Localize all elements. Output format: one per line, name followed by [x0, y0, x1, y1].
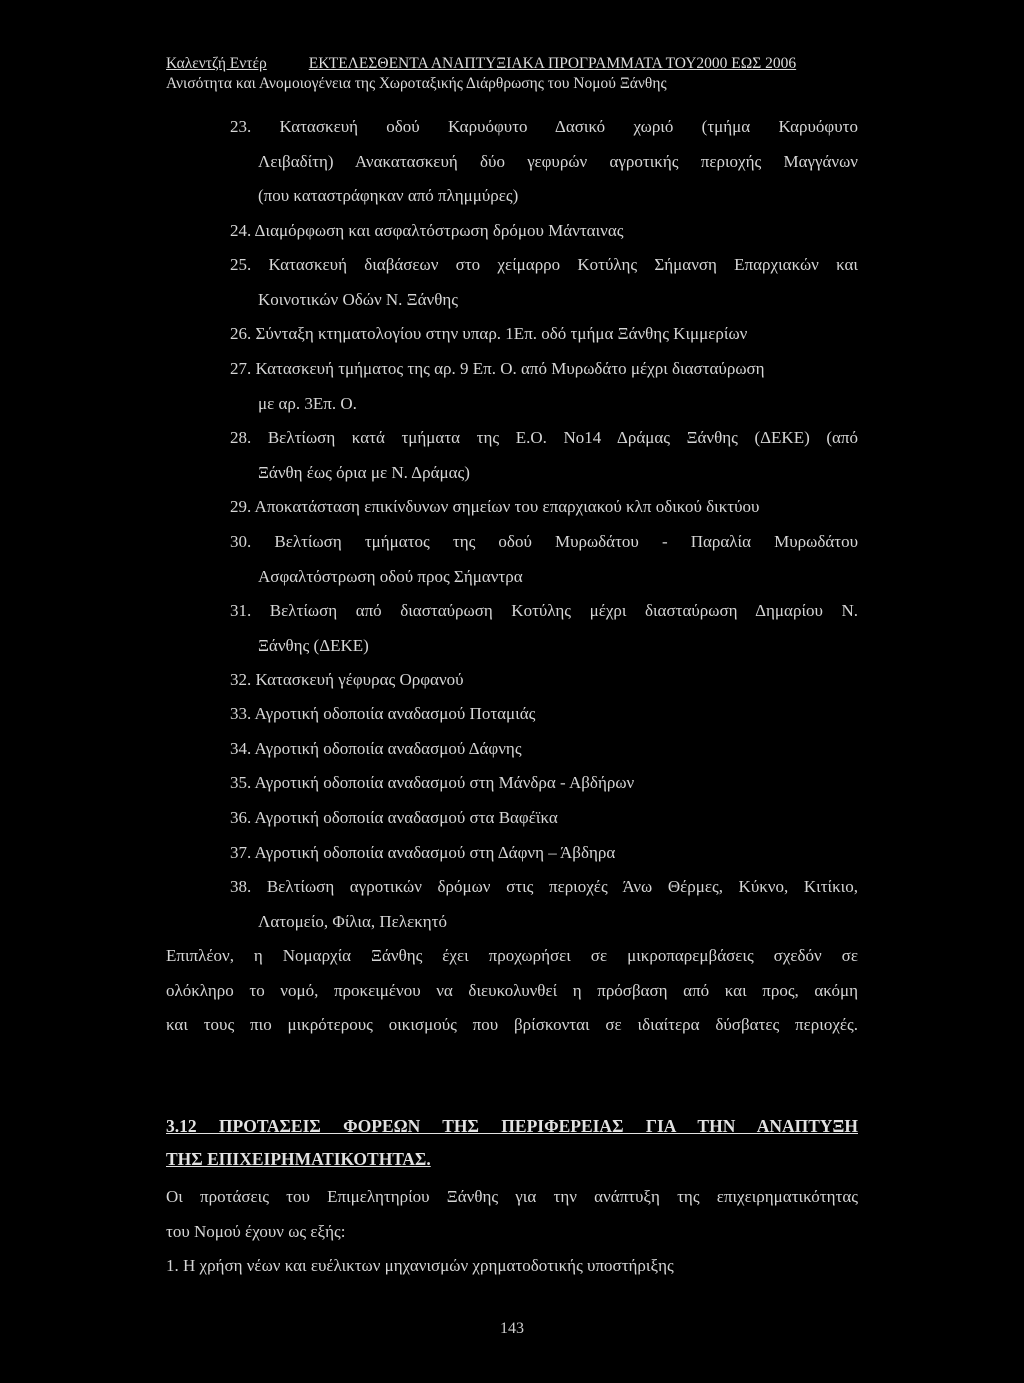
- list-item-line: 28. Βελτίωση κατά τμήματα της Ε.Ο. Νο14 Δράμας Ξάνθης (ΔΕΚΕ) (από: [230, 428, 858, 447]
- list-item: [230, 801, 858, 836]
- list-item-line: 35. Αγροτική οδοποιία αναδασμού στη Μάνδρα - Αβδήρων: [230, 773, 635, 792]
- paragraph-line: και τους πιο μικρότερους οικισμούς που βρίσκονται σε ιδιαίτερα δύσβατες περιοχές.: [166, 1015, 858, 1034]
- list-item-line: 37. Αγροτική οδοποιία αναδασμού στη Δάφνη – Άβδηρα: [230, 843, 616, 862]
- body-paragraph: [166, 939, 858, 1043]
- list-item: [230, 870, 858, 939]
- list-item-line: 23. Κατασκευή οδού Καρυόφυτο Δασικό χωριό (τμήμα Καρυόφυτο: [230, 117, 858, 136]
- running-header: [166, 54, 866, 94]
- header-author: Καλεντζή Εντέρ: [166, 55, 267, 72]
- list-item-line: 34. Αγροτική οδοποιία αναδασμού Δάφνης: [230, 739, 522, 758]
- list-item-line: 31. Βελτίωση από διασταύρωση Κοτύλης μέχρι διασταύρωση Δημαρίου Ν.: [230, 601, 858, 620]
- page-number: 143: [500, 1320, 524, 1337]
- list-item-line: (που καταστράφηκαν από πλημμύρες): [258, 186, 519, 205]
- list-item-line: 24. Διαμόρφωση και ασφαλτόστρωση δρόμου Μάνταινας: [230, 221, 624, 240]
- list-item: [230, 697, 858, 732]
- section-heading-line: ΤΗΣ ΕΠΙΧΕΙΡΗΜΑΤΙΚΟΤΗΤΑΣ.: [166, 1149, 431, 1169]
- paragraph-line: Επιπλέον, η Νομαρχία Ξάνθης έχει προχωρήσει σε μικροπαρεμβάσεις σχεδόν σε: [166, 946, 858, 965]
- list-item: [230, 421, 858, 490]
- list-item-line: Λατομείο, Φίλια, Πελεκητό: [258, 911, 447, 931]
- list-item: [230, 490, 858, 525]
- list-item-line: με αρ. 3Επ. Ο.: [258, 393, 357, 413]
- list-item: [230, 317, 858, 352]
- list-item-line: 38. Βελτίωση αγροτικών δρόμων στις περιοχές Άνω Θέρμες, Κύκνο, Κιτίκιο,: [230, 877, 858, 896]
- list-item-line: Ξάνθης (ΔΕΚΕ): [258, 635, 369, 655]
- section-intro: [166, 1180, 858, 1284]
- list-item-line: 25. Κατασκευή διαβάσεων στο χείμαρρο Κοτύλης Σήμανση Επαρχιακών και: [230, 255, 858, 274]
- list-item: [230, 214, 858, 249]
- section-heading: [166, 1110, 858, 1176]
- section-heading-line: 3.12 ΠΡΟΤΑΣΕΙΣ ΦΟΡΕΩΝ ΤΗΣ ΠΕΡΙΦΕΡΕΙΑΣ ΓΙΑ ΤΗΝ ΑΝΑΠΤΥΞΗ: [166, 1116, 858, 1136]
- list-item: [230, 248, 858, 317]
- list-item: [230, 836, 858, 871]
- list-item-line: 30. Βελτίωση τμήματος της οδού Μυρωδάτου - Παραλία Μυρωδάτου: [230, 532, 858, 551]
- header-subtitle: Ανισότητα και Ανομοιογένεια της Χωροταξικής Διάρθρωσης του Νομού Ξάνθης: [166, 75, 667, 92]
- list-item: [230, 766, 858, 801]
- list-item-line: 33. Αγροτική οδοποιία αναδασμού Ποταμιάς: [230, 704, 536, 723]
- list-item-line: 27. Κατασκευή τμήματος της αρ. 9 Επ. Ο. από Μυρωδάτο μέχρι διασταύρωση: [230, 359, 765, 378]
- list-item: [230, 110, 858, 214]
- list-item-line: Ξάνθη έως όρια με Ν. Δράμας): [258, 462, 470, 482]
- list-item-line: 26. Σύνταξη κτηματολογίου στην υπαρ. 1Επ. οδό τμήμα Ξάνθης Κιμμερίων: [230, 324, 748, 343]
- list-item: [230, 663, 858, 698]
- list-item: [230, 352, 858, 421]
- list-item-line: Ασφαλτόστρωση οδού προς Σήμαντρα: [258, 566, 523, 586]
- list-item-line: Λειβαδίτη) Ανακατασκευή δύο γεφυρών αγροτικής περιοχής Μαγγάνων: [258, 151, 858, 171]
- list-item-line: Κοινοτικών Οδών Ν. Ξάνθης: [258, 289, 458, 309]
- intro-line: του Νομού έχουν ως εξής:: [166, 1221, 346, 1241]
- list-item: [230, 594, 858, 663]
- list-item: [230, 732, 858, 767]
- header-doc-title: ΕΚΤΕΛΕΣΘΕΝΤΑ ΑΝΑΠΤΥΞΙΑΚΑ ΠΡΟΓΡΑΜΜΑΤΑ ΤΟΥ2000 ΕΩΣ 2006: [308, 55, 797, 72]
- list-item-line: 36. Αγροτική οδοποιία αναδασμού στα Βαφέϊκα: [230, 808, 558, 827]
- list-item-line: 32. Κατασκευή γέφυρας Ορφανού: [230, 670, 464, 689]
- paragraph-line: ολόκληρο το νομό, προκειμένου να διευκολυνθεί η πρόσβαση από και προς, ακόμη: [166, 980, 858, 1000]
- list-item: [230, 525, 858, 594]
- list-item-line: 29. Αποκατάσταση επικίνδυνων σημείων του επαρχιακού κλπ οδικού δικτύου: [230, 497, 760, 516]
- intro-line: Οι προτάσεις του Επιμελητηρίου Ξάνθης για την ανάπτυξη της επιχειρηματικότητας: [166, 1187, 858, 1206]
- intro-line: 1. Η χρήση νέων και ευέλικτων μηχανισμών χρηματοδοτικής υποστήριξης: [166, 1256, 674, 1275]
